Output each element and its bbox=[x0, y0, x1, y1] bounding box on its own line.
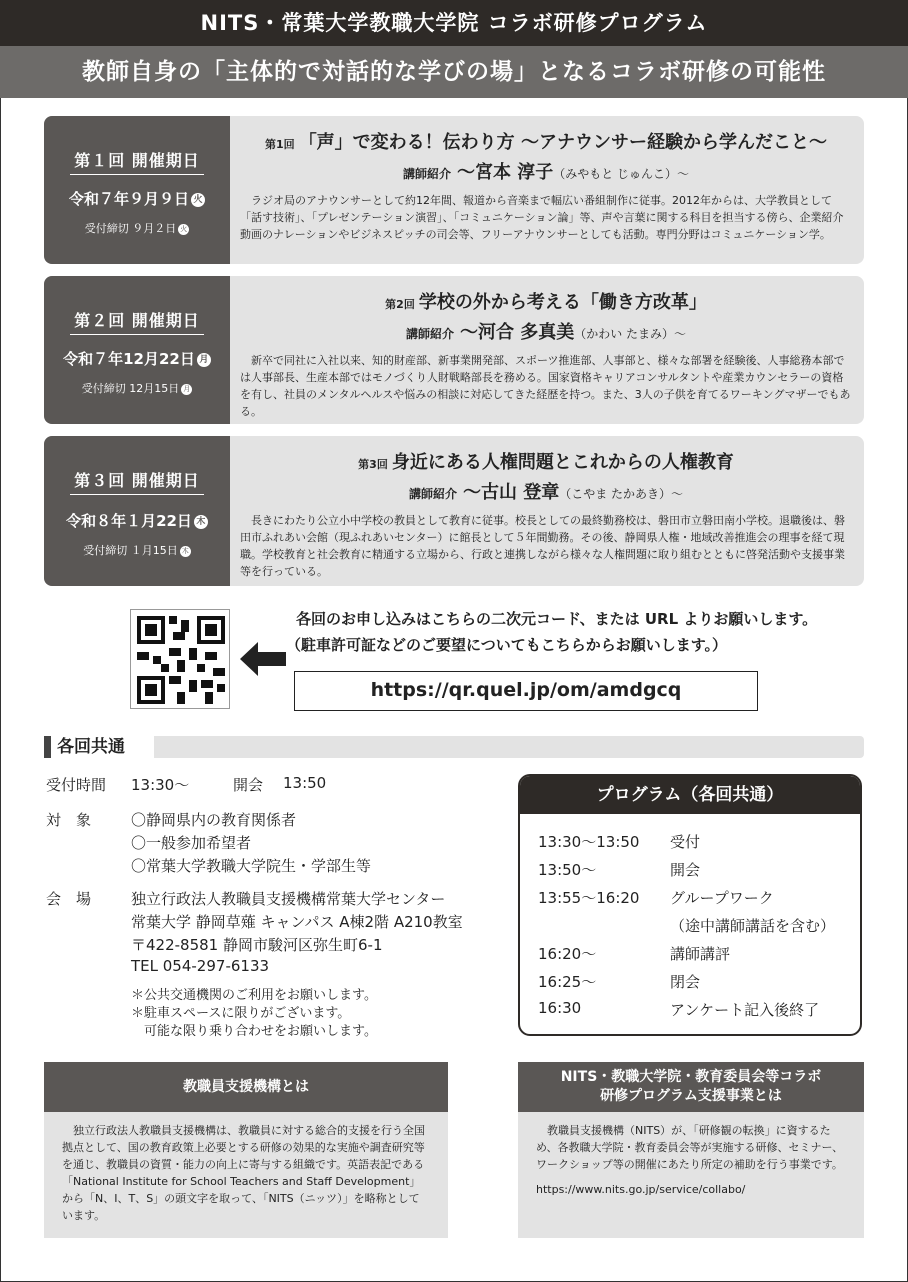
session-label: 第１回 開催期日 bbox=[70, 148, 204, 175]
weekday-badge: 木 bbox=[194, 515, 208, 529]
weekday-badge: 月 bbox=[197, 353, 211, 367]
venue-line: 独立行政法人教職員支援機構常葉大学センター bbox=[131, 890, 446, 908]
venue-line: 常葉大学 静岡草薙 キャンパス A棟2階 A210教室 bbox=[131, 913, 463, 931]
target-item: 〇一般参加希望者 bbox=[131, 834, 252, 852]
lecturer-kana: （かわい たまみ）～ bbox=[574, 327, 687, 341]
session-date-panel bbox=[44, 276, 230, 424]
arrow-left-icon bbox=[240, 642, 286, 676]
session-title bbox=[240, 128, 852, 154]
deadline: 受付締切 １月15日 bbox=[83, 544, 178, 557]
session-title bbox=[240, 288, 852, 314]
program-time: 13:30～13:50 bbox=[538, 833, 640, 851]
about-collab-body: 教職員支援機構（NITS）が、「研修観の転換」に資するため、各教職大学院・教育委員会等が実施する研修、セミナー、ワークショップ等の開催にあたり所定の補助を行う事業です。 bbox=[536, 1124, 844, 1171]
session-number: 第3回 bbox=[358, 458, 388, 471]
deadline: 受付締切 12月15日 bbox=[81, 382, 180, 395]
session-date-panel bbox=[44, 116, 230, 264]
session-card-3 bbox=[44, 436, 864, 586]
program-item: 受付 bbox=[670, 833, 701, 851]
program-time: 16:20～ bbox=[538, 945, 597, 963]
reception-label: 受付時間 bbox=[46, 776, 107, 794]
program-time: 13:55～16:20 bbox=[538, 889, 640, 907]
session-title-text: 「声」で変わる！伝わり方 ～アナウンサー経験から学んだこと～ bbox=[298, 132, 827, 153]
qr-code[interactable] bbox=[130, 609, 230, 709]
about-collab-url-link[interactable]: https://www.nits.go.jp/service/collabo/ bbox=[536, 1183, 746, 1196]
weekday-badge: 火 bbox=[191, 193, 205, 207]
session-number: 第2回 bbox=[385, 298, 415, 311]
apply-note: （駐車許可証などのご要望についてもこちらからお願いします。） bbox=[286, 636, 728, 654]
note-line: 可能な限り乗り合わせをお願いします。 bbox=[131, 1024, 377, 1039]
about-nits-body: 独立行政法人教職員支援機構は、教職員に対する総合的支援を行う全国拠点として、国の教育政策上必要とする研修の効果的な実施や調査研究等を通じ、教職員の資質・能力の向上に寄与する組織です。英語表記である「National Institute for School Teachers and Staff Development」から「N、I、T、S」の頭文字を取って、「NITS（ニッツ）」を略称としています。 bbox=[62, 1124, 425, 1222]
lecturer-name: ～宮本 淳子 bbox=[456, 162, 554, 183]
program-item: グループワーク bbox=[670, 889, 774, 907]
session-date-panel bbox=[44, 436, 230, 586]
about-collab-heading-line: 研修プログラム支援事業とは bbox=[600, 1088, 782, 1104]
session-label: 第２回 開催期日 bbox=[70, 308, 204, 335]
apply-instruction: 各回のお申し込みはこちらの二次元コード、または URL よりお願いします。 bbox=[296, 610, 818, 628]
lecturer bbox=[240, 478, 852, 504]
common-section-bar bbox=[44, 736, 864, 758]
session-number: 第1回 bbox=[265, 138, 295, 151]
page-title: NITS・常葉大学教職大学院 コラボ研修プログラム bbox=[0, 0, 908, 46]
session-title-text: 身近にある人権問題とこれからの人権教育 bbox=[391, 452, 734, 473]
weekday-badge: 火 bbox=[180, 224, 188, 233]
session-card-2 bbox=[44, 276, 864, 424]
lecturer-label: 講師紹介 bbox=[402, 167, 451, 181]
about-nits-heading: 教職員支援機構とは bbox=[44, 1062, 448, 1112]
program-item: 講師講評 bbox=[670, 945, 731, 963]
session-card-1 bbox=[44, 116, 864, 264]
venue-phone: TEL 054-297-6133 bbox=[131, 957, 270, 975]
session-label: 第３回 開催期日 bbox=[70, 468, 204, 495]
target-label: 対 象 bbox=[46, 811, 92, 829]
program-item: アンケート記入後終了 bbox=[670, 1001, 820, 1019]
lecturer-bio: ラジオ局のアナウンサーとして約12年間、報道から音楽まで幅広い番組制作に従事。2012年からは、大学教員として「話す技術」、「プレゼンテーション演習」、「コミュニケーション論」等、声や言葉に関する科目を担当する傍ら、企業紹介動画のナレーションやビジネスピッチの司会等、フリーアナウンサーとしても活動。専門分野はコミュニケーション学。 bbox=[240, 194, 844, 241]
open-label: 開会 bbox=[233, 776, 264, 794]
program-time: 16:30 bbox=[538, 999, 582, 1017]
weekday-badge: 木 bbox=[181, 546, 189, 555]
venue-label: 会 場 bbox=[46, 890, 92, 908]
program-item: 開会 bbox=[670, 861, 701, 879]
page-subtitle: 教師自身の「主体的で対話的な学びの場」となるコラボ研修の可能性 bbox=[0, 46, 908, 98]
open-time: 13:50 bbox=[283, 774, 327, 792]
reception-time: 13:30～ bbox=[131, 776, 190, 794]
session-date: 令和７年12月22日 bbox=[63, 350, 195, 368]
weekday-badge: 月 bbox=[183, 384, 191, 393]
about-collab-box bbox=[518, 1062, 864, 1238]
session-date: 令和７年９月９日 bbox=[68, 190, 189, 208]
about-collab-heading bbox=[518, 1062, 864, 1112]
lecturer-kana: （みやもと じゅんこ）～ bbox=[553, 167, 690, 181]
venue-line: 〒422-8581 静岡市駿河区弥生町6-1 bbox=[131, 936, 383, 954]
lecturer-name: ～古山 登章 bbox=[462, 482, 560, 503]
about-collab-heading-line: NITS・教職大学院・教育委員会等コラボ bbox=[560, 1069, 822, 1085]
note-line: ＊駐車スペースに限りがございます。 bbox=[131, 1006, 351, 1021]
program-box bbox=[518, 774, 862, 1036]
common-heading: 各回共通 bbox=[44, 736, 154, 758]
lecturer-name: ～河合 多真美 bbox=[459, 322, 575, 343]
lecturer-label: 講師紹介 bbox=[408, 487, 457, 501]
lecturer-bio: 新卒で同社に入社以来、知的財産部、新事業開発部、スポーツ推進部、人事部と、様々な部署を経験後、人事総務本部では人事部長、生産本部ではモノづくり人財戦略部長を務める。国家資格キャリアコンサルタントや産業カウンセラーの資格を有し、社員のメンタルヘルスや悩みの相談に対応してきた経歴を持つ。また、3人の子供を育てるワーキングマザーでもある。 bbox=[240, 354, 851, 418]
program-item: （途中講師講話を含む） bbox=[670, 917, 836, 935]
target-item: 〇静岡県内の教育関係者 bbox=[131, 811, 297, 829]
apply-url-link[interactable]: https://qr.quel.jp/om/amdgcq bbox=[294, 671, 758, 711]
lecturer-bio: 長きにわたり公立小中学校の教員として教育に従事。校長としての最終勤務校は、磐田市立磐田南小学校。退職後は、磐田市ふれあい会館（現ふれあいセンター）に館長として５年間勤務。その後、静岡県人権・地域改善推進会の理事を経て現職。学校教育と社会教育に精通する立場から、行政と連携しながら様々な人権問題に取り組むとともに啓発活動や支援事業等を行っている。 bbox=[240, 514, 845, 578]
session-date: 令和８年１月22日 bbox=[66, 512, 192, 530]
program-time: 13:50～ bbox=[538, 861, 597, 879]
lecturer-kana: （こやま たかあき）～ bbox=[559, 487, 684, 501]
lecturer bbox=[240, 318, 852, 344]
session-title-text: 学校の外から考える「働き方改革」 bbox=[418, 292, 707, 313]
program-item: 閉会 bbox=[670, 973, 701, 991]
note-line: ＊公共交通機関のご利用をお願いします。 bbox=[131, 988, 377, 1003]
program-time: 16:25～ bbox=[538, 973, 597, 991]
session-title bbox=[240, 448, 852, 474]
target-item: 〇常葉大学教職大学院生・学部生等 bbox=[131, 857, 372, 875]
lecturer bbox=[240, 158, 852, 184]
about-nits-box bbox=[44, 1062, 448, 1238]
qr-code-pattern bbox=[137, 616, 225, 704]
program-heading: プログラム（各回共通） bbox=[520, 776, 860, 814]
deadline: 受付締切 ９月２日 bbox=[84, 222, 177, 235]
lecturer-label: 講師紹介 bbox=[405, 327, 454, 341]
